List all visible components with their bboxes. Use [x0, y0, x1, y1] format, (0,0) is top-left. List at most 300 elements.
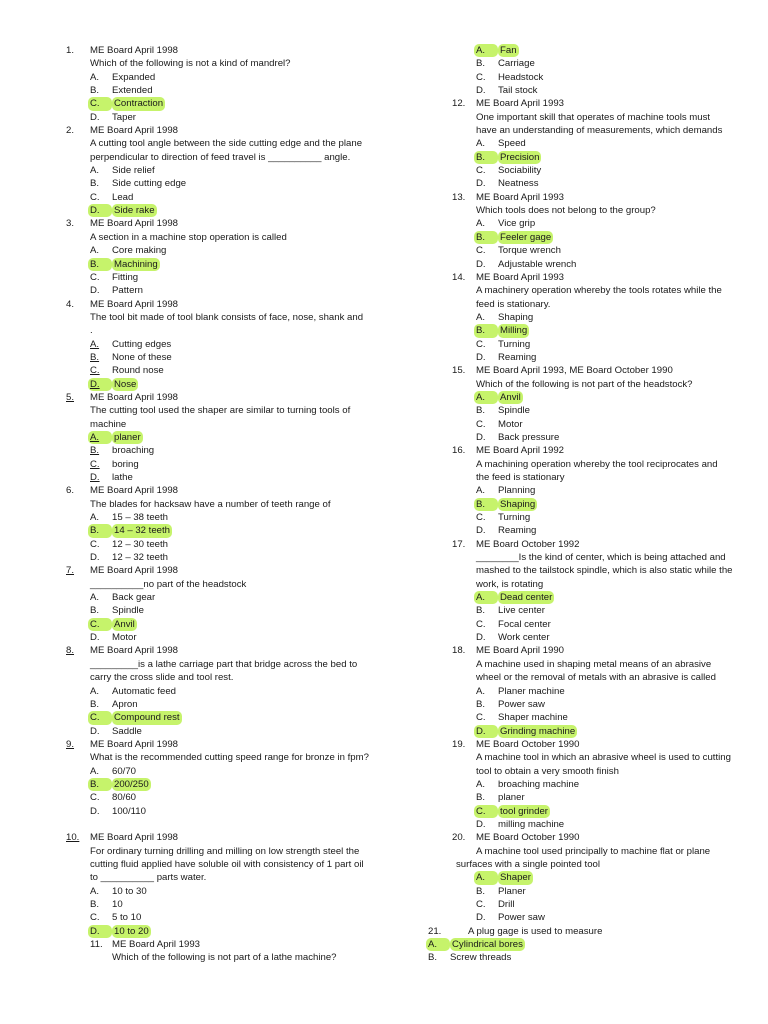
answer-choice-correct: [452, 391, 732, 404]
question-text: work, is rotating: [476, 578, 544, 590]
question-source: ME Board October 1990: [476, 738, 580, 750]
answer-choice: [66, 551, 366, 564]
choice-text: 10 to 20: [114, 925, 149, 937]
choice-letter: D.: [90, 805, 100, 817]
choice-letter: D.: [88, 925, 112, 938]
question-text: A machinery operation whereby the tools rotates while the: [476, 285, 722, 297]
answer-choice-correct: [452, 324, 732, 337]
choice-letter: D.: [476, 632, 486, 644]
answer-choice-correct: [66, 925, 366, 938]
choice-letter: C.: [88, 711, 112, 724]
choice-text: Screw threads: [450, 952, 512, 964]
answer-choice: [452, 258, 732, 271]
question-header: [66, 938, 366, 951]
choice-text: Neatness: [498, 178, 539, 190]
choice-text: 10: [112, 899, 123, 910]
choice-text: Focal center: [498, 618, 551, 630]
choice-text: Reaming: [498, 525, 537, 537]
answer-choice: [452, 311, 732, 324]
question-text: The tool bit made of tool blank consists of face, nose, shank and: [90, 311, 364, 323]
question-text: Which of the following is not part of the headstock?: [476, 378, 693, 390]
question-source: ME Board April 1993: [476, 98, 564, 110]
question-number: 16.: [452, 445, 466, 457]
question-header: [428, 925, 732, 938]
choice-text: Tail stock: [498, 85, 538, 97]
answer-choice: [66, 791, 366, 804]
question-number: 9.: [66, 738, 75, 750]
question-source: ME Board April 1993: [112, 939, 200, 951]
choice-letter: A.: [474, 44, 498, 57]
answer-choice: [452, 685, 732, 698]
choice-text: Headstock: [498, 71, 544, 83]
choice-letter: B.: [476, 698, 486, 710]
question-header: [452, 538, 732, 551]
answer-choice: [452, 631, 732, 644]
question-number: 6.: [66, 485, 75, 497]
choice-letter: A.: [90, 685, 100, 697]
choice-text: Feeler gage: [500, 231, 552, 243]
question-text: A machine tool used principally to machine flat or plane: [476, 845, 711, 857]
choice-text: Core making: [112, 245, 167, 257]
answer-choice: [66, 444, 366, 457]
choice-letter: A.: [476, 778, 486, 790]
choice-text: Turning: [498, 338, 531, 350]
choice-letter: B.: [474, 498, 498, 511]
question-text: machine: [90, 418, 127, 430]
choice-letter: A.: [90, 765, 100, 777]
question-number: 14.: [452, 271, 466, 283]
choice-letter: D.: [90, 632, 100, 644]
question-number: 8.: [66, 645, 75, 657]
choice-text: 80/60: [112, 792, 137, 804]
answer-choice: [66, 244, 366, 257]
question-source: ME Board April 1998: [90, 485, 178, 497]
choice-letter: D.: [88, 204, 112, 217]
choice-text: Shaping: [500, 498, 536, 510]
choice-letter: C.: [476, 71, 486, 83]
question-header: [452, 738, 732, 751]
answer-choice-correct: [452, 498, 732, 511]
question-header: [452, 444, 732, 457]
choice-text: Saddle: [112, 725, 142, 737]
choice-text: Extended: [112, 85, 153, 97]
question-header: [452, 97, 732, 110]
choice-letter: A.: [90, 512, 100, 524]
answer-choice-correct: [428, 938, 732, 951]
choice-text: 15 – 38 teeth: [112, 512, 169, 524]
choice-letter: C.: [476, 512, 486, 524]
question-source: ME Board April 1998: [90, 565, 178, 577]
choice-text: Sociability: [498, 165, 542, 177]
choice-text: lathe: [112, 472, 133, 483]
choice-text: Side cutting edge: [112, 178, 187, 190]
question-number: 13.: [452, 191, 466, 203]
question-text: the feed is stationary: [476, 472, 565, 483]
choice-text: Carriage: [498, 58, 535, 70]
choice-letter: D.: [90, 285, 100, 297]
question-source: ME Board April 1998: [90, 738, 178, 750]
question-source: ME Board April 1992: [476, 445, 564, 457]
question-text: .: [90, 325, 93, 337]
answer-choice-correct: [452, 151, 732, 164]
answer-choice: [428, 951, 732, 964]
answer-choice: [452, 177, 732, 190]
question-header: [452, 364, 732, 377]
choice-letter: B.: [90, 351, 100, 363]
choice-letter: A.: [474, 391, 498, 404]
question-text: cutting fluid applied have soluble oil with consistency of 1 part oil: [90, 858, 364, 870]
question-text: Which of the following is not part of a lathe machine?: [112, 952, 337, 964]
choice-text: Drill: [498, 899, 515, 910]
answer-choice: [452, 137, 732, 150]
question-text: to __________ parts water.: [90, 872, 207, 884]
choice-letter: A.: [88, 431, 112, 444]
answer-choice-correct: [452, 805, 732, 818]
choice-text: Compound rest: [114, 712, 180, 724]
choice-letter: A.: [476, 685, 486, 697]
answer-choice: [66, 604, 366, 617]
choice-text: 100/110: [112, 805, 146, 817]
answer-choice: [66, 177, 366, 190]
answer-choice-correct: [452, 44, 732, 57]
choice-letter: B.: [474, 231, 498, 244]
question-text: perpendicular to direction of feed travel is __________ angle.: [90, 151, 351, 163]
answer-choice-correct: [66, 204, 366, 217]
choice-text: Expanded: [112, 71, 156, 83]
choice-text: 5 to 10: [112, 912, 142, 924]
choice-letter: B.: [90, 698, 100, 710]
choice-text: Power saw: [498, 698, 545, 710]
choice-letter: D.: [88, 378, 112, 391]
question-source: ME Board April 1998: [90, 298, 178, 310]
answer-choice: [452, 791, 732, 804]
choice-letter: B.: [476, 605, 486, 617]
question-header: [66, 298, 366, 311]
choice-text: Round nose: [112, 365, 164, 377]
choice-letter: A.: [90, 885, 100, 897]
question-text: What is the recommended cutting speed range for bronze in fpm?: [90, 752, 369, 764]
choice-letter: B.: [476, 885, 486, 897]
answer-choice: [66, 898, 366, 911]
choice-letter: D.: [476, 85, 486, 97]
choice-text: planer: [114, 431, 141, 443]
question-text: A machining operation whereby the tool reciprocates and: [476, 458, 718, 470]
question-number: 21.: [428, 925, 442, 937]
choice-text: 200/250: [114, 778, 149, 790]
choice-text: broaching: [112, 445, 155, 457]
answer-choice: [66, 911, 366, 924]
question-header: [66, 564, 366, 577]
choice-text: Power saw: [498, 912, 545, 924]
choice-letter: A.: [474, 871, 498, 884]
choice-text: Shaper machine: [498, 712, 568, 724]
question-source: ME Board April 1993: [476, 271, 564, 283]
answer-choice: [452, 71, 732, 84]
question-source: ME Board April 1993, ME Board October 1990: [476, 365, 673, 377]
question-source: ME Board October 1990: [476, 832, 580, 844]
choice-letter: C.: [476, 338, 486, 350]
choice-letter: C.: [90, 271, 100, 283]
question-source: ME Board April 1998: [90, 391, 178, 403]
choice-letter: A.: [90, 165, 100, 177]
choice-letter: C.: [90, 191, 100, 203]
choice-letter: B.: [428, 952, 438, 964]
question-header: [66, 217, 366, 230]
question-text: feed is stationary.: [476, 298, 551, 310]
question-number: 17.: [452, 538, 466, 550]
choice-letter: C.: [476, 712, 486, 724]
question-number: 1.: [66, 45, 75, 56]
choice-text: Grinding machine: [500, 725, 576, 737]
question-header: [452, 644, 732, 657]
choice-text: Fan: [500, 45, 517, 56]
choice-letter: D.: [90, 725, 100, 737]
question-text: For ordinary turning drilling and milling on low strength steel the: [90, 845, 360, 857]
choice-text: Adjustable wrench: [498, 258, 577, 270]
answer-choice-correct: [66, 778, 366, 791]
choice-text: Spindle: [112, 605, 145, 617]
answer-choice-correct: [66, 618, 366, 631]
choice-letter: D.: [476, 912, 486, 924]
answer-choice-correct: [452, 231, 732, 244]
answer-choice: [66, 805, 366, 818]
question-number: 20.: [452, 832, 466, 844]
question-text: A cutting tool angle between the side cutting edge and the plane: [90, 138, 363, 150]
choice-text: Taper: [112, 111, 136, 123]
answer-choice-correct: [452, 871, 732, 884]
question-text: wheel or the removal of metals with an abrasive is called: [476, 672, 716, 684]
choice-text: Vice grip: [498, 218, 536, 230]
answer-choice: [452, 911, 732, 924]
answer-choice: [452, 524, 732, 537]
choice-letter: A.: [476, 138, 486, 150]
question-header: [66, 44, 366, 57]
choice-text: Cutting edges: [112, 338, 172, 350]
answer-choice-correct: [66, 378, 366, 391]
answer-choice: [66, 591, 366, 604]
choice-text: Precision: [500, 151, 540, 163]
answer-choice: [66, 191, 366, 204]
answer-choice: [66, 351, 366, 364]
choice-letter: D.: [90, 472, 100, 483]
choice-text: Side relief: [112, 165, 155, 177]
choice-text: Speed: [498, 138, 526, 150]
choice-text: Planning: [498, 485, 536, 497]
choice-text: Planer: [498, 885, 526, 897]
question-source: ME Board April 1990: [476, 645, 564, 657]
choice-letter: D.: [90, 111, 100, 123]
choice-text: Shaping: [498, 311, 534, 323]
answer-choice: [452, 164, 732, 177]
question-header: [66, 484, 366, 497]
question-text: _________is a lathe carriage part that bridge across the bed to: [90, 658, 358, 670]
answer-choice: [452, 351, 732, 364]
choice-text: Back pressure: [498, 431, 560, 443]
question-text: tool to obtain a very smooth finish: [476, 765, 619, 777]
answer-choice: [66, 284, 366, 297]
choice-text: Contraction: [114, 98, 164, 110]
choice-letter: C.: [476, 899, 486, 910]
choice-letter: B.: [90, 445, 100, 457]
choice-text: Lead: [112, 191, 134, 203]
choice-letter: B.: [474, 151, 498, 164]
answer-choice: [66, 458, 366, 471]
answer-choice: [452, 698, 732, 711]
choice-letter: C.: [90, 792, 100, 804]
question-source: ME Board April 1998: [90, 125, 178, 137]
choice-letter: C.: [88, 618, 112, 631]
question-text: The cutting tool used the shaper are similar to turning tools of: [90, 405, 351, 417]
answer-choice: [452, 618, 732, 631]
question-text: A section in a machine stop operation is called: [90, 231, 287, 243]
question-number: 5.: [66, 391, 75, 403]
question-header: [66, 831, 366, 844]
choice-text: 60/70: [112, 765, 137, 777]
question-header: [452, 191, 732, 204]
choice-text: planer: [498, 792, 525, 804]
choice-letter: D.: [476, 525, 486, 537]
answer-choice: [452, 84, 732, 97]
answer-choice: [452, 484, 732, 497]
answer-choice: [452, 217, 732, 230]
choice-text: boring: [112, 458, 139, 470]
answer-choice-correct: [452, 591, 732, 604]
answer-choice-correct: [66, 711, 366, 724]
choice-letter: D.: [90, 552, 100, 564]
question-number: 11.: [90, 939, 103, 951]
choice-text: Milling: [500, 325, 528, 337]
choice-letter: D.: [476, 258, 486, 270]
choice-text: Reaming: [498, 351, 537, 363]
question-text: A machine tool in which an abrasive wheel is used to cutting: [476, 752, 731, 764]
choice-text: Fitting: [112, 271, 139, 283]
choice-letter: C.: [476, 418, 486, 430]
answer-choice: [66, 631, 366, 644]
choice-text: Anvil: [500, 391, 521, 403]
choice-letter: B.: [90, 899, 100, 910]
choice-text: Motor: [498, 418, 523, 430]
question-number: 19.: [452, 738, 466, 750]
choice-letter: C.: [90, 912, 100, 924]
choice-text: Anvil: [114, 618, 135, 630]
question-text: mashed to the tailstock spindle, which is also static while the: [476, 565, 733, 577]
choice-letter: C.: [90, 458, 100, 470]
choice-letter: D.: [476, 818, 486, 830]
answer-choice: [66, 364, 366, 377]
question-number: 18.: [452, 645, 466, 657]
choice-letter: D.: [476, 351, 486, 363]
question-text: surfaces with a single pointed tool: [456, 858, 600, 870]
answer-choice: [66, 725, 366, 738]
choice-letter: C.: [474, 805, 498, 818]
choice-letter: A.: [476, 218, 486, 230]
choice-letter: B.: [88, 778, 112, 791]
right-column: [428, 44, 733, 965]
choice-text: 10 to 30: [112, 885, 147, 897]
choice-letter: C.: [476, 618, 486, 630]
question-text: ________Is the kind of center, which is being attached and: [476, 552, 726, 564]
answer-choice: [66, 538, 366, 551]
answer-choice-correct: [66, 431, 366, 444]
choice-text: Turning: [498, 512, 531, 524]
choice-letter: B.: [476, 58, 486, 70]
choice-text: Torque wrench: [498, 245, 561, 257]
choice-letter: A.: [476, 485, 486, 497]
choice-text: 12 – 30 teeth: [112, 538, 169, 550]
choice-text: broaching machine: [498, 778, 580, 790]
question-source: ME Board April 1998: [90, 832, 178, 844]
question-header: [66, 391, 366, 404]
question-text: The blades for hacksaw have a number of teeth range of: [90, 498, 331, 510]
choice-letter: A.: [426, 938, 450, 951]
answer-choice: [66, 164, 366, 177]
answer-choice: [452, 511, 732, 524]
answer-choice: [66, 271, 366, 284]
choice-text: Apron: [112, 698, 138, 710]
choice-text: Shaper: [500, 872, 531, 884]
answer-choice: [452, 404, 732, 417]
choice-letter: C.: [90, 538, 100, 550]
choice-letter: B.: [476, 405, 486, 417]
choice-text: 12 – 32 teeth: [112, 552, 169, 564]
choice-letter: C.: [476, 245, 486, 257]
choice-letter: B.: [90, 605, 100, 617]
choice-letter: B.: [90, 85, 100, 97]
answer-choice: [452, 778, 732, 791]
choice-text: Work center: [498, 632, 550, 644]
question-text: have an understanding of measurements, which demands: [476, 125, 723, 137]
choice-letter: C.: [90, 365, 100, 377]
choice-text: Machining: [114, 258, 158, 270]
choice-letter: C.: [476, 165, 486, 177]
choice-text: Planer machine: [498, 685, 565, 697]
choice-text: Spindle: [498, 405, 531, 417]
question-header: [66, 644, 366, 657]
choice-text: Nose: [114, 378, 137, 390]
left-column: [66, 44, 369, 965]
answer-choice: [66, 511, 366, 524]
choice-text: Automatic feed: [112, 685, 176, 697]
answer-choice: [452, 711, 732, 724]
question-header: [66, 124, 366, 137]
question-number: 2.: [66, 125, 75, 137]
answer-choice-correct: [452, 725, 732, 738]
answer-choice: [452, 818, 732, 831]
choice-text: Pattern: [112, 285, 143, 297]
question-number: 12.: [452, 98, 466, 110]
choice-text: Back gear: [112, 592, 156, 604]
answer-choice: [66, 685, 366, 698]
answer-choice: [66, 338, 366, 351]
answer-choice: [66, 885, 366, 898]
choice-letter: D.: [476, 178, 486, 190]
choice-letter: A.: [90, 338, 100, 350]
question-header: [66, 738, 366, 751]
answer-choice: [452, 885, 732, 898]
choice-letter: B.: [88, 258, 112, 271]
question-source: A plug gage is used to measure: [468, 925, 603, 937]
question-text: Which of the following is not a kind of mandrel?: [90, 58, 291, 70]
choice-letter: C.: [88, 97, 112, 110]
choice-letter: A.: [90, 71, 100, 83]
choice-letter: A.: [476, 311, 486, 323]
question-number: 15.: [452, 365, 466, 377]
choice-text: tool grinder: [500, 805, 548, 817]
answer-choice: [66, 71, 366, 84]
choice-text: Motor: [112, 632, 137, 644]
answer-choice: [452, 244, 732, 257]
spacer: [66, 818, 366, 831]
